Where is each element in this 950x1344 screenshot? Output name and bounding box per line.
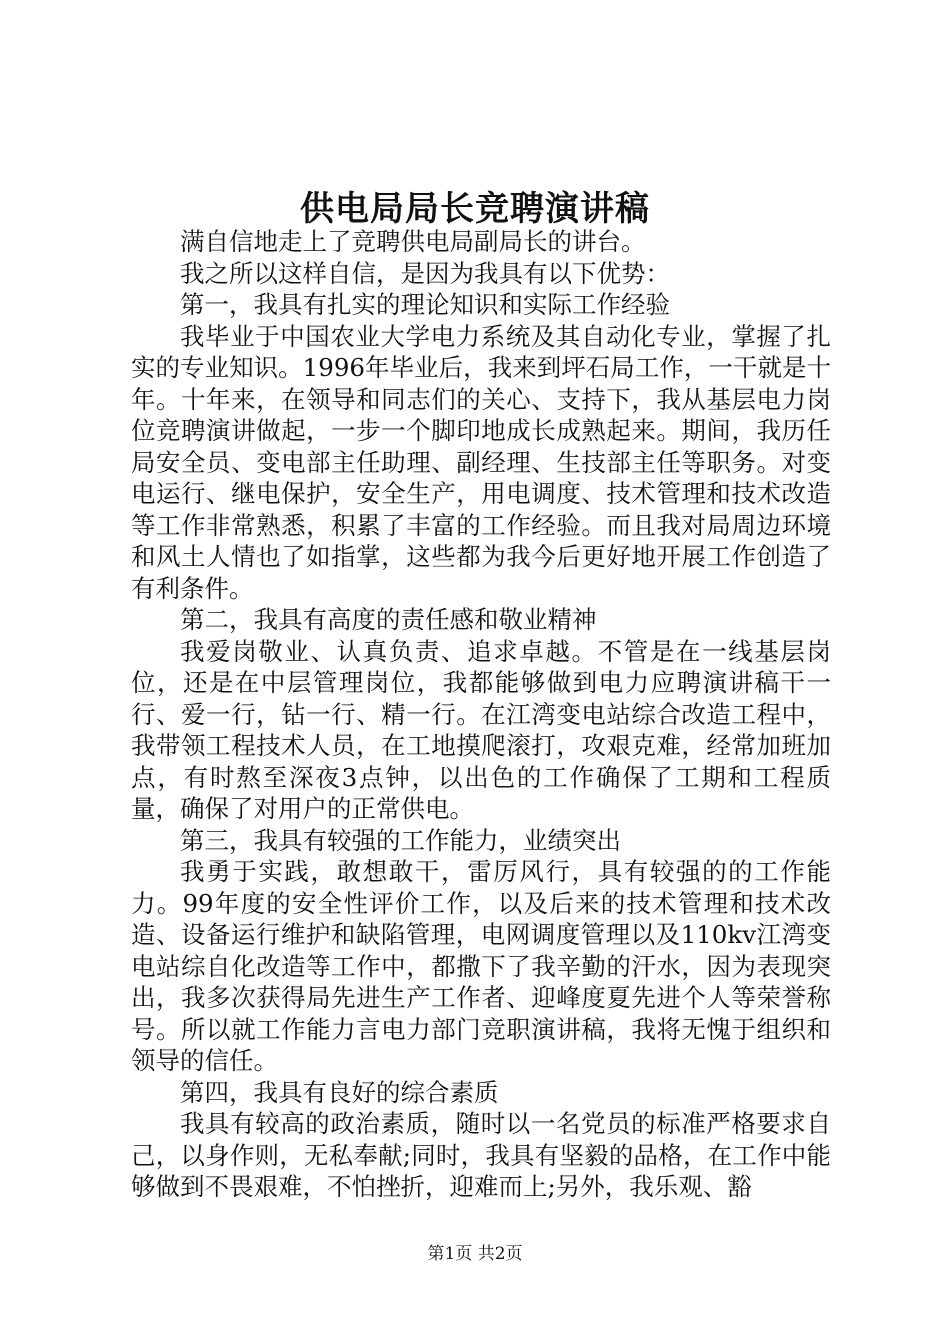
heading-point-three: 第三，我具有较强的工作能力，业绩突出 [180,825,621,855]
paragraph-intro: 满自信地走上了竞聘供电局副局长的讲台。 [180,227,646,256]
heading-point-one: 第一，我具有扎实的理论知识和实际工作经验 [180,290,670,319]
paragraph-point-three: 我勇于实践，敢想敢干，雷厉风行，具有较强的的工作能力。99年度的安全性评价工作，以及后来的技术管理和技术改造、设备运行维护和缺陷管理，电网调度管理以及110kv江湾变电站综自化改造等工作中，都撒下了我辛勤的汗水，因为表现突出，我多次获得局先进生产工作者、迎峰度夏先进个人等荣誉称号。所以就工作能力言电力部门竞职演讲稿，我将无愧于组织和领导的信任。 [131,857,831,1075]
paragraph-point-two: 我爱岗敬业、认真负责、追求卓越。不管是在一线基层岗位，还是在中层管理岗位，我都能够做到电力应聘演讲稿干一行、爱一行，钻一行、精一行。在江湾变电站综合改造工程中，我带领工程技术人员，在工地摸爬滚打，攻艰克难，经常加班加点，有时熬至深夜3点钟，以出色的工作确保了工期和工程质量，确保了对用户的正常供电。 [131,636,831,823]
document-title: 供电局局长竞聘演讲稿 [300,189,650,229]
document-body [131,226,831,1203]
heading-point-four: 第四，我具有良好的综合素质 [180,1077,499,1107]
heading-point-two: 第二，我具有高度的责任感和敬业精神 [180,605,597,634]
paragraph-advantages-lead: 我之所以这样自信，是因为我具有以下优势： [180,258,670,288]
page-number-footer: 第1页 共2页 [427,1244,523,1264]
paragraph-point-one: 我毕业于中国农业大学电力系统及其自动化专业，掌握了扎实的专业知识。1996年毕业后，我来到坪石局工作，一干就是十年。十年来，在领导和同志们的关心、支持下，我从基层电力岗位竞聘演讲做起，一步一个脚印地成长成熟起来。期间，我历任局安全员、变电部主任助理、副经理、生技部主任等职务。对变电运行、继电保护，安全生产，用电调度、技术管理和技术改造等工作非常熟悉，积累了丰富的工作经验。而且我对局周边环境和风土人情也了如指掌，这些都为我今后更好地开展工作创造了有利条件。 [131,321,831,603]
paragraph-point-four: 我具有较高的政治素质，随时以一名党员的标准严格要求自己，以身作则，无私奉献;同时，我具有坚毅的品格，在工作中能够做到不畏艰难，不怕挫折，迎难而上;另外，我乐观、豁 [131,1109,831,1201]
